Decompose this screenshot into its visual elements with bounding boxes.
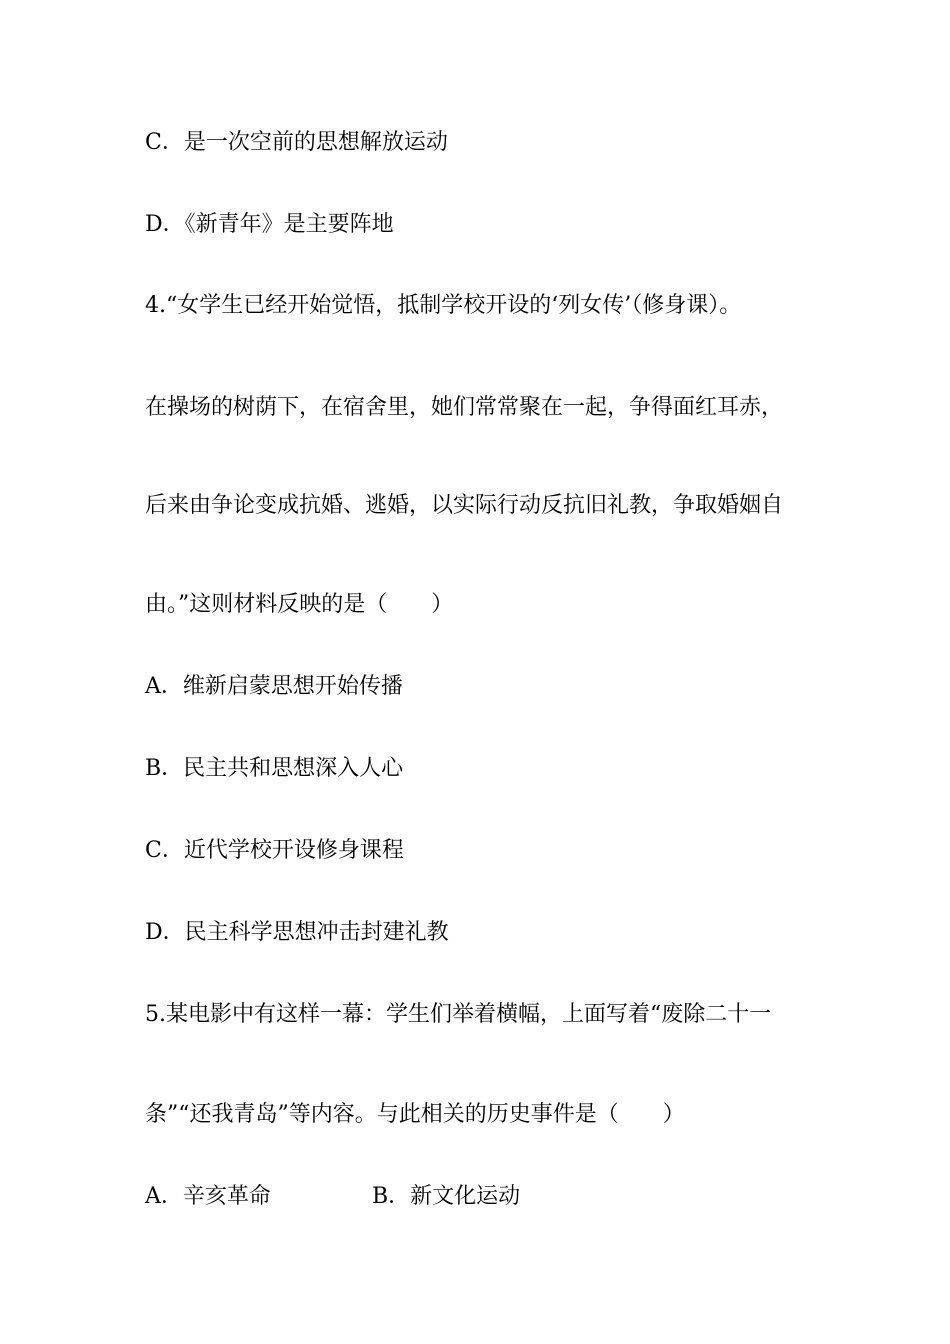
q4-option-b: B．民主共和思想深入人心 xyxy=(145,756,404,781)
q5-option-a: A．辛亥革命 xyxy=(145,1184,271,1209)
q4-stem-line-2: 在操场的树荫下，在宿舍里，她们常常聚在一起，争得面红耳赤， xyxy=(145,395,784,420)
q3-option-c: C．是一次空前的思想解放运动 xyxy=(145,130,448,155)
q4-option-d: D．民主科学思想冲击封建礼教 xyxy=(145,920,449,945)
q4-stem-line-4: 由。”这则材料反映的是（ ） xyxy=(145,592,454,617)
q5-stem-line-2: 条”“还我青岛”等内容。与此相关的历史事件是（ ） xyxy=(145,1102,685,1127)
q4-option-c: C．近代学校开设修身课程 xyxy=(145,838,404,863)
q4-stem-line-3: 后来由争论变成抗婚、逃婚，以实际行动反抗旧礼教，争取婚姻自 xyxy=(145,493,784,518)
q4-stem-line-1: 4.“女学生已经开始觉悟，抵制学校开设的‘列女传’（修身课）。 xyxy=(145,293,742,318)
q5-stem-line-1: 5.某电影中有这样一幕：学生们举着横幅，上面写着“废除二十一 xyxy=(145,1002,772,1027)
q3-option-d: D．《新青年》是主要阵地 xyxy=(145,212,394,237)
q4-option-a: A．维新启蒙思想开始传播 xyxy=(145,674,403,699)
q5-option-b: B．新文化运动 xyxy=(372,1184,521,1209)
